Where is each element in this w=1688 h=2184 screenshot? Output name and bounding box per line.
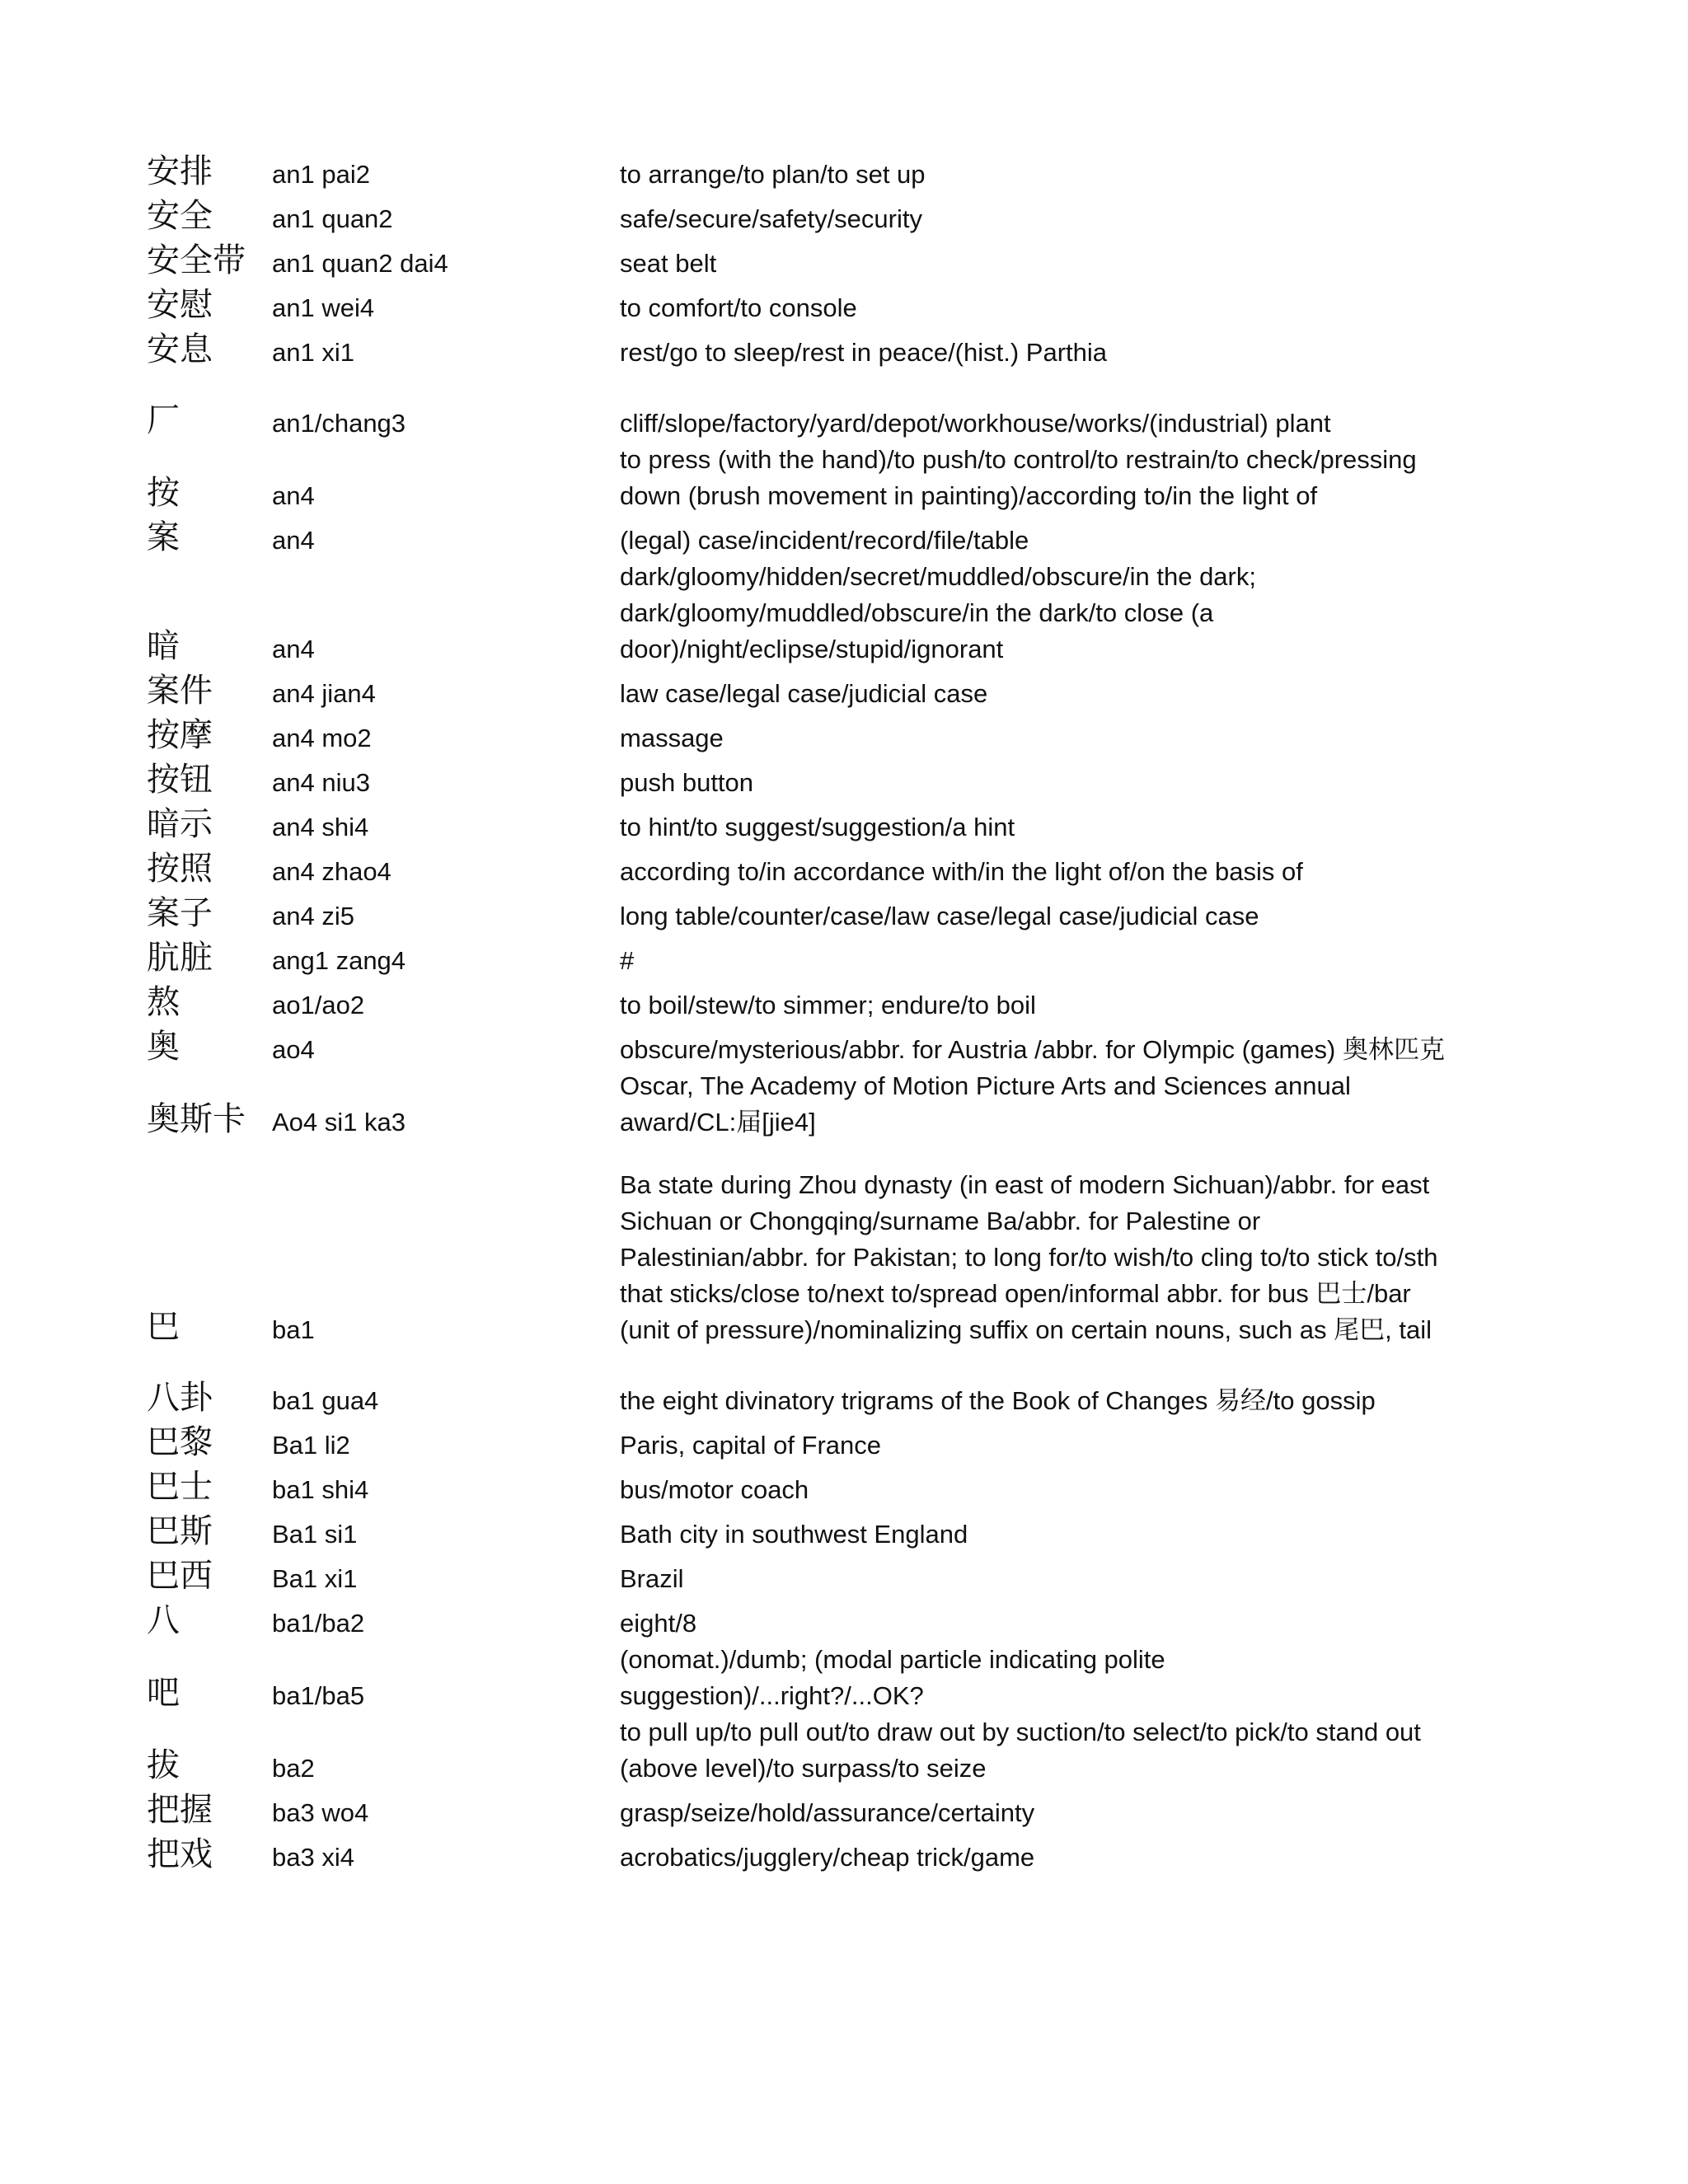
entry-definition: the eight divinatory trigrams of the Book of Changes 易经/to gossip bbox=[620, 1386, 1376, 1415]
entry-definition: law case/legal case/judicial case bbox=[620, 679, 988, 708]
entry-pinyin: an4 zhao4 bbox=[272, 857, 392, 886]
entry-hanzi: 奥 bbox=[147, 1028, 180, 1066]
entry-hanzi: 八 bbox=[147, 1601, 180, 1639]
entry-pinyin: an1 wei4 bbox=[272, 293, 375, 322]
entry-pinyin: an4 jian4 bbox=[272, 679, 376, 708]
entry-row bbox=[147, 1419, 1445, 1464]
entry-definition: to comfort/to console bbox=[620, 293, 857, 322]
entry-pinyin: an4 niu3 bbox=[272, 768, 370, 797]
entry-definition: Oscar, The Academy of Motion Picture Arts and Sciences annual award/CL:届[jie4] bbox=[620, 1071, 1351, 1137]
entry-hanzi: 巴 bbox=[147, 1308, 180, 1346]
entry-pinyin: ba3 xi4 bbox=[272, 1843, 354, 1872]
entry-row bbox=[147, 1348, 1445, 1419]
entry-hanzi: 八卦 bbox=[147, 1379, 213, 1417]
entry-pinyin: Ba1 xi1 bbox=[272, 1564, 358, 1593]
entry-row bbox=[147, 442, 1445, 514]
entry-pinyin: an1/chang3 bbox=[272, 409, 406, 438]
entry-row bbox=[147, 1464, 1445, 1508]
entry-pinyin: ba1 shi4 bbox=[272, 1475, 369, 1504]
entry-row bbox=[147, 1141, 1445, 1348]
entry-hanzi: 安全带 bbox=[147, 241, 246, 279]
entry-definition: dark/gloomy/hidden/secret/muddled/obscure/in the dark; dark/gloomy/muddled/obscure/in the dark/to close (a door)/night/eclipse/stupid/ignorant bbox=[620, 562, 1256, 663]
entry-definition: # bbox=[620, 946, 635, 975]
entry-row bbox=[147, 1024, 1445, 1068]
entry-row bbox=[147, 979, 1445, 1024]
entry-definition: to pull up/to pull out/to draw out by suction/to select/to pick/to stand out (above level)/to surpass/to seize bbox=[620, 1718, 1421, 1783]
entry-hanzi: 安息 bbox=[147, 330, 213, 368]
entry-hanzi: 拔 bbox=[147, 1746, 180, 1784]
entry-pinyin: an4 bbox=[272, 526, 315, 555]
entry-definition: massage bbox=[620, 724, 724, 752]
vocabulary-table-body bbox=[147, 148, 1445, 1876]
entry-hanzi: 把戏 bbox=[147, 1835, 213, 1873]
vocabulary-table bbox=[147, 148, 1445, 1876]
entry-pinyin: an4 shi4 bbox=[272, 813, 369, 841]
entry-pinyin: Ba1 li2 bbox=[272, 1431, 350, 1460]
entry-row bbox=[147, 1068, 1445, 1141]
entry-definition: Bath city in southwest England bbox=[620, 1520, 968, 1549]
entry-hanzi: 安慰 bbox=[147, 286, 213, 324]
entry-hanzi: 按摩 bbox=[147, 716, 213, 754]
entry-definition: push button bbox=[620, 768, 754, 797]
entry-definition: bus/motor coach bbox=[620, 1475, 809, 1504]
entry-definition: long table/counter/case/law case/legal case/judicial case bbox=[620, 902, 1259, 930]
entry-pinyin: an4 mo2 bbox=[272, 724, 372, 752]
entry-definition: to hint/to suggest/suggestion/a hint bbox=[620, 813, 1015, 841]
entry-hanzi: 把握 bbox=[147, 1791, 213, 1829]
entry-pinyin: ao4 bbox=[272, 1035, 315, 1064]
entry-definition: Paris, capital of France bbox=[620, 1431, 882, 1460]
entry-pinyin: an1 pai2 bbox=[272, 160, 370, 189]
entry-hanzi: 案 bbox=[147, 518, 180, 556]
entry-hanzi: 按照 bbox=[147, 850, 213, 888]
entry-pinyin: an4 zi5 bbox=[272, 902, 354, 930]
entry-row bbox=[147, 712, 1445, 757]
entry-pinyin: ba3 wo4 bbox=[272, 1798, 369, 1827]
entry-pinyin: ang1 zang4 bbox=[272, 946, 406, 975]
entry-hanzi: 肮脏 bbox=[147, 939, 213, 977]
entry-definition: acrobatics/jugglery/cheap trick/game bbox=[620, 1843, 1035, 1872]
entry-pinyin: ba1 bbox=[272, 1315, 315, 1344]
entry-row bbox=[147, 1714, 1445, 1787]
entry-row bbox=[147, 1508, 1445, 1553]
entry-hanzi: 奥斯卡 bbox=[147, 1100, 246, 1138]
entry-hanzi: 安全 bbox=[147, 197, 213, 235]
entry-hanzi: 案子 bbox=[147, 894, 213, 932]
entry-pinyin: an4 bbox=[272, 481, 315, 510]
entry-pinyin: an1 xi1 bbox=[272, 338, 354, 367]
entry-hanzi: 暗 bbox=[147, 627, 180, 665]
entry-definition: Brazil bbox=[620, 1564, 684, 1593]
entry-pinyin: ba1/ba2 bbox=[272, 1609, 365, 1638]
entry-pinyin: ba1/ba5 bbox=[272, 1681, 365, 1710]
entry-pinyin: ba2 bbox=[272, 1754, 315, 1783]
entry-row bbox=[147, 890, 1445, 935]
entry-pinyin: an1 quan2 bbox=[272, 204, 393, 233]
entry-row bbox=[147, 1787, 1445, 1831]
entry-hanzi: 案件 bbox=[147, 672, 213, 710]
entry-row bbox=[147, 559, 1445, 668]
entry-row bbox=[147, 935, 1445, 979]
entry-pinyin: Ao4 si1 ka3 bbox=[272, 1108, 406, 1137]
entry-definition: to arrange/to plan/to set up bbox=[620, 160, 926, 189]
entry-hanzi: 巴黎 bbox=[147, 1423, 213, 1461]
entry-definition: to boil/stew/to simmer; endure/to boil bbox=[620, 991, 1036, 1019]
entry-definition: obscure/mysterious/abbr. for Austria /abbr. for Olympic (games) 奥林匹克 bbox=[620, 1035, 1445, 1064]
entry-hanzi: 暗示 bbox=[147, 805, 213, 843]
entry-row bbox=[147, 801, 1445, 846]
entry-row bbox=[147, 1553, 1445, 1597]
entry-row bbox=[147, 668, 1445, 712]
entry-hanzi: 巴斯 bbox=[147, 1512, 213, 1550]
entry-hanzi: 吧 bbox=[147, 1674, 180, 1712]
entry-definition: grasp/seize/hold/assurance/certainty bbox=[620, 1798, 1035, 1827]
entry-pinyin: an1 quan2 dai4 bbox=[272, 249, 448, 278]
entry-row bbox=[147, 237, 1445, 282]
entry-definition: seat belt bbox=[620, 249, 717, 278]
entry-row bbox=[147, 193, 1445, 237]
entry-row bbox=[147, 326, 1445, 371]
entry-hanzi: 熬 bbox=[147, 983, 180, 1021]
entry-definition: eight/8 bbox=[620, 1609, 697, 1638]
entry-hanzi: 按钮 bbox=[147, 761, 213, 799]
entry-row bbox=[147, 371, 1445, 442]
entry-definition: rest/go to sleep/rest in peace/(hist.) Parthia bbox=[620, 338, 1108, 367]
entry-hanzi: 厂 bbox=[147, 401, 180, 439]
entry-definition: cliff/slope/factory/yard/depot/workhouse/works/(industrial) plant bbox=[620, 409, 1331, 438]
entry-hanzi: 巴西 bbox=[147, 1557, 213, 1595]
entry-hanzi: 安排 bbox=[147, 152, 213, 190]
entry-definition: to press (with the hand)/to push/to control/to restrain/to check/pressing down (brush movement in painting)/according to/in the light of bbox=[620, 445, 1417, 510]
entry-row bbox=[147, 846, 1445, 890]
entry-definition: according to/in accordance with/in the light of/on the basis of bbox=[620, 857, 1303, 886]
entry-pinyin: an4 bbox=[272, 635, 315, 663]
entry-row bbox=[147, 1831, 1445, 1876]
entry-definition: (onomat.)/dumb; (modal particle indicating polite suggestion)/...right?/...OK? bbox=[620, 1645, 1165, 1710]
entry-row bbox=[147, 282, 1445, 326]
entry-row bbox=[147, 514, 1445, 559]
entry-pinyin: ao1/ao2 bbox=[272, 991, 365, 1019]
entry-definition: Ba state during Zhou dynasty (in east of modern Sichuan)/abbr. for east Sichuan or Chongqing/surname Ba/abbr. for Palestine or Palestinian/abbr. for Pakistan; to long for/to wish/to cling to/to stick to/sth that sticks/close to/next to/spread open/informal abbr. for bus 巴士/bar (unit of pressure)/nominalizing suffix on certain nouns, such as 尾巴, tail bbox=[620, 1170, 1438, 1344]
entry-definition: safe/secure/safety/security bbox=[620, 204, 922, 233]
entry-row bbox=[147, 148, 1445, 193]
entry-row bbox=[147, 1642, 1445, 1714]
entry-row bbox=[147, 1597, 1445, 1642]
entry-pinyin: ba1 gua4 bbox=[272, 1386, 379, 1415]
entry-hanzi: 巴士 bbox=[147, 1468, 213, 1506]
entry-hanzi: 按 bbox=[147, 474, 180, 512]
entry-row bbox=[147, 757, 1445, 801]
entry-definition: (legal) case/incident/record/file/table bbox=[620, 526, 1029, 555]
entry-pinyin: Ba1 si1 bbox=[272, 1520, 358, 1549]
